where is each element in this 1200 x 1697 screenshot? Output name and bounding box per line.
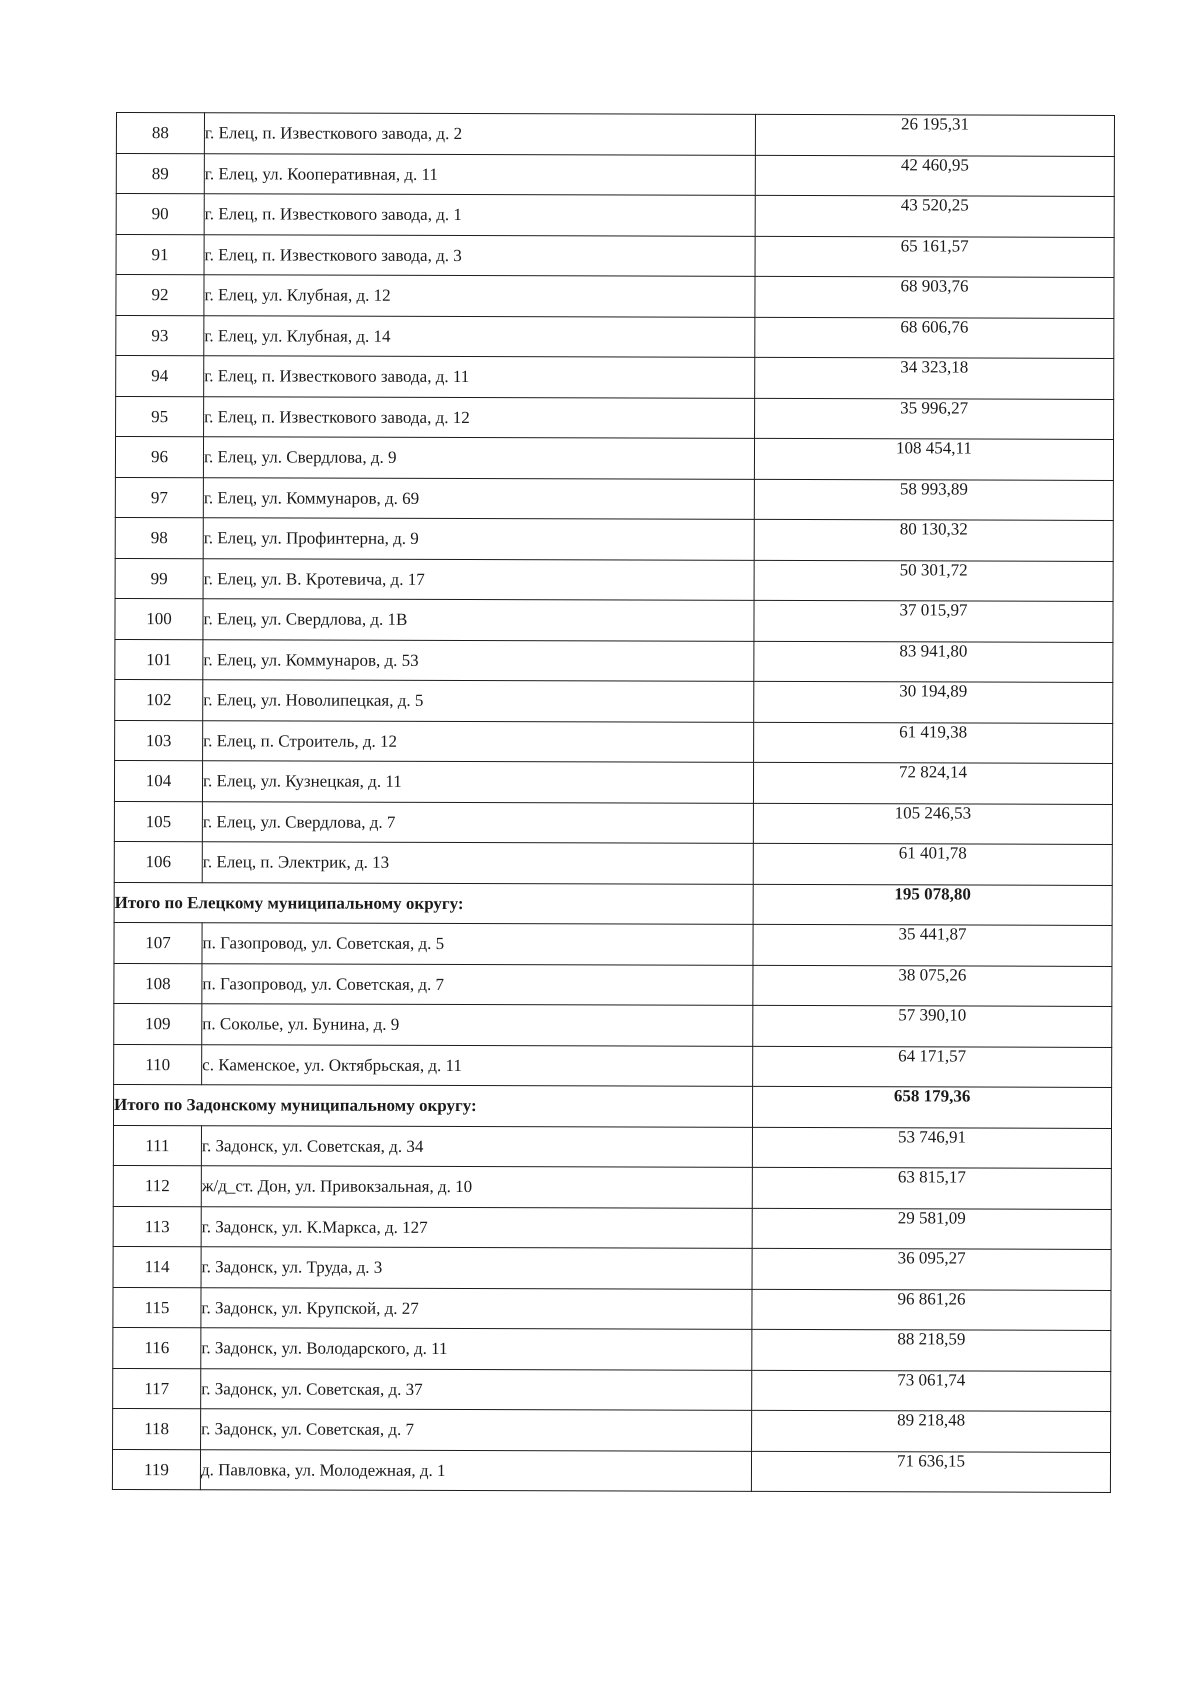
row-amount: 58 993,89 xyxy=(754,479,1113,521)
row-address: п. Газопровод, ул. Советская, д. 5 xyxy=(202,923,753,965)
row-amount: 42 460,95 xyxy=(755,155,1114,197)
row-address: г. Елец, ул. Свердлова, д. 9 xyxy=(203,437,754,479)
table-row xyxy=(112,1449,1110,1492)
table-row xyxy=(114,760,1112,803)
row-amount: 37 015,97 xyxy=(754,600,1113,642)
table-row xyxy=(114,841,1112,884)
row-address: г. Елец, ул. Коммунаров, д. 69 xyxy=(203,477,754,519)
row-amount: 50 301,72 xyxy=(754,560,1113,602)
row-amount: 96 861,26 xyxy=(752,1289,1111,1331)
table-row xyxy=(113,1246,1111,1289)
row-amount: 73 061,74 xyxy=(752,1370,1111,1412)
row-amount: 53 746,91 xyxy=(752,1127,1111,1169)
subtotal-amount: 195 078,80 xyxy=(753,884,1112,926)
row-number: 93 xyxy=(116,315,204,356)
table-row xyxy=(115,517,1113,560)
table-row xyxy=(116,153,1114,196)
row-number: 102 xyxy=(115,679,203,720)
row-amount: 63 815,17 xyxy=(752,1167,1111,1209)
row-address: г. Елец, ул. Свердлова, д. 7 xyxy=(202,801,753,843)
table-row xyxy=(116,194,1114,237)
table-row xyxy=(115,558,1113,601)
table-body xyxy=(112,113,1114,1493)
table-row xyxy=(114,922,1112,965)
row-address: г. Елец, ул. Новолипецкая, д. 5 xyxy=(203,680,754,722)
row-number: 113 xyxy=(113,1206,201,1247)
row-number: 89 xyxy=(116,153,204,194)
row-address: г. Задонск, ул. Советская, д. 37 xyxy=(201,1368,752,1410)
row-number: 92 xyxy=(116,275,204,316)
row-amount: 68 903,76 xyxy=(755,276,1114,318)
row-number: 119 xyxy=(112,1449,200,1490)
row-address: г. Елец, ул. В. Кротевича, д. 17 xyxy=(203,558,754,600)
row-amount: 30 194,89 xyxy=(754,681,1113,723)
row-number: 115 xyxy=(113,1287,201,1328)
row-address: г. Елец, п. Известкового завода, д. 11 xyxy=(204,356,755,398)
row-address: г. Елец, п. Строитель, д. 12 xyxy=(203,720,754,762)
row-address: г. Елец, ул. Клубная, д. 14 xyxy=(204,315,755,357)
row-address: г. Елец, ул. Профинтерна, д. 9 xyxy=(203,518,754,560)
row-number: 105 xyxy=(114,801,202,842)
row-amount: 88 218,59 xyxy=(752,1329,1111,1371)
subtotal-label: Итого по Задонскому муниципальному округу: xyxy=(113,1084,752,1126)
table-row xyxy=(113,1125,1111,1168)
table-row xyxy=(113,1327,1111,1370)
subtotal-amount: 658 179,36 xyxy=(752,1086,1111,1128)
row-address: г. Елец, п. Известкового завода, д. 3 xyxy=(204,234,755,276)
row-number: 111 xyxy=(113,1125,201,1166)
subtotal-row xyxy=(113,1084,1111,1127)
row-amount: 43 520,25 xyxy=(755,195,1114,237)
row-address: г. Елец, п. Известкового завода, д. 12 xyxy=(204,396,755,438)
row-amount: 68 606,76 xyxy=(755,317,1114,359)
row-number: 96 xyxy=(115,437,203,478)
table-row xyxy=(115,598,1113,641)
row-number: 88 xyxy=(116,113,204,154)
row-address: г. Задонск, ул. Труда, д. 3 xyxy=(201,1247,752,1289)
row-amount: 105 246,53 xyxy=(753,803,1112,845)
row-address: г. Елец, ул. Свердлова, д. 1В xyxy=(203,599,754,641)
subtotal-label: Итого по Елецкому муниципальному округу: xyxy=(114,882,753,924)
row-amount: 61 419,38 xyxy=(754,722,1113,764)
row-number: 100 xyxy=(115,598,203,639)
table-row xyxy=(115,477,1113,520)
table-row xyxy=(116,396,1114,439)
row-amount: 29 581,09 xyxy=(752,1208,1111,1250)
table-row xyxy=(116,315,1114,358)
row-amount: 38 075,26 xyxy=(753,965,1112,1007)
row-address: г. Задонск, ул. Советская, д. 34 xyxy=(201,1125,752,1167)
row-amount: 71 636,15 xyxy=(751,1451,1110,1493)
row-address: г. Задонск, ул. Крупской, д. 27 xyxy=(201,1287,752,1329)
row-address: г. Елец, п. Известкового завода, д. 2 xyxy=(204,113,755,155)
row-address: д. Павловка, ул. Молодежная, д. 1 xyxy=(200,1449,751,1491)
table-row xyxy=(116,113,1114,156)
table-row xyxy=(116,234,1114,277)
row-amount: 65 161,57 xyxy=(755,236,1114,278)
table-row xyxy=(114,801,1112,844)
row-address: п. Соколье, ул. Бунина, д. 9 xyxy=(202,1004,753,1046)
row-amount: 57 390,10 xyxy=(753,1005,1112,1047)
row-amount: 89 218,48 xyxy=(752,1410,1111,1452)
table-row xyxy=(114,1044,1112,1087)
row-amount: 80 130,32 xyxy=(754,519,1113,561)
row-address: г. Задонск, ул. Советская, д. 7 xyxy=(201,1409,752,1451)
row-number: 104 xyxy=(114,760,202,801)
row-amount: 108 454,11 xyxy=(754,438,1113,480)
table-row xyxy=(115,437,1113,480)
row-number: 109 xyxy=(114,1003,202,1044)
row-address: п. Газопровод, ул. Советская, д. 7 xyxy=(202,963,753,1005)
row-number: 99 xyxy=(115,558,203,599)
table-row xyxy=(113,1206,1111,1249)
table-row xyxy=(114,1003,1112,1046)
table-row xyxy=(113,1408,1111,1451)
row-amount: 36 095,27 xyxy=(752,1248,1111,1290)
row-address: г. Елец, ул. Клубная, д. 12 xyxy=(204,275,755,317)
row-amount: 34 323,18 xyxy=(755,357,1114,399)
row-number: 94 xyxy=(116,356,204,397)
row-amount: 72 824,14 xyxy=(753,762,1112,804)
row-address: г. Елец, ул. Кооперативная, д. 11 xyxy=(204,153,755,195)
row-number: 108 xyxy=(114,963,202,1004)
row-number: 114 xyxy=(113,1246,201,1287)
row-amount: 61 401,78 xyxy=(753,843,1112,885)
row-number: 116 xyxy=(113,1327,201,1368)
row-number: 106 xyxy=(114,841,202,882)
row-address: г. Елец, ул. Коммунаров, д. 53 xyxy=(203,639,754,681)
table-row xyxy=(116,275,1114,318)
table-row xyxy=(116,356,1114,399)
table-row xyxy=(115,639,1113,682)
row-number: 101 xyxy=(115,639,203,680)
row-number: 95 xyxy=(116,396,204,437)
table-row xyxy=(113,1368,1111,1411)
row-address: г. Задонск, ул. К.Маркса, д. 127 xyxy=(201,1206,752,1248)
row-amount: 35 996,27 xyxy=(755,398,1114,440)
row-number: 107 xyxy=(114,922,202,963)
row-amount: 83 941,80 xyxy=(754,641,1113,683)
row-amount: 26 195,31 xyxy=(755,114,1114,156)
row-address: г. Елец, п. Известкового завода, д. 1 xyxy=(204,194,755,236)
row-number: 98 xyxy=(115,517,203,558)
row-number: 91 xyxy=(116,234,204,275)
row-number: 118 xyxy=(113,1408,201,1449)
row-number: 103 xyxy=(115,720,203,761)
table-row xyxy=(113,1287,1111,1330)
table-row xyxy=(113,1165,1111,1208)
table-row xyxy=(115,720,1113,763)
row-address: с. Каменское, ул. Октябрьская, д. 11 xyxy=(202,1044,753,1086)
row-number: 97 xyxy=(115,477,203,518)
row-number: 112 xyxy=(113,1165,201,1206)
housing-cost-table xyxy=(112,112,1115,1493)
row-address: ж/д_ст. Дон, ул. Привокзальная, д. 10 xyxy=(201,1166,752,1208)
row-number: 117 xyxy=(113,1368,201,1409)
table-row xyxy=(115,679,1113,722)
table-row xyxy=(114,963,1112,1006)
row-number: 110 xyxy=(114,1044,202,1085)
row-amount: 64 171,57 xyxy=(753,1046,1112,1088)
row-amount: 35 441,87 xyxy=(753,924,1112,966)
row-number: 90 xyxy=(116,194,204,235)
row-address: г. Елец, п. Электрик, д. 13 xyxy=(202,842,753,884)
row-address: г. Задонск, ул. Володарского, д. 11 xyxy=(201,1328,752,1370)
row-address: г. Елец, ул. Кузнецкая, д. 11 xyxy=(202,761,753,803)
subtotal-row xyxy=(114,882,1112,925)
